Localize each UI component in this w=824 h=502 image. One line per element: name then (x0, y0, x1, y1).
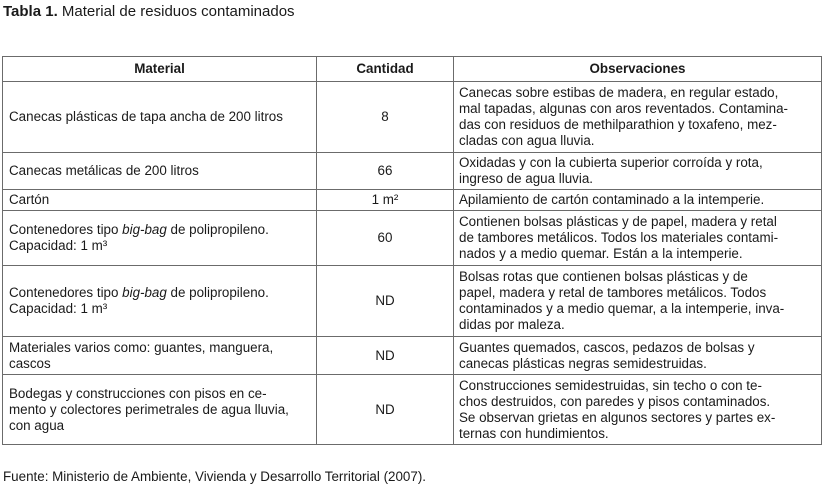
cantidad-cell: ND (317, 266, 454, 337)
obs-line: ternas con hundimientos. (459, 425, 609, 441)
table-row (3, 375, 822, 445)
material-line: Canecas metálicas de 200 litros (9, 163, 199, 178)
cantidad-cell: 8 (317, 82, 454, 153)
obs-line: das con residuos de methilparathion y toxafeno, mez- (459, 117, 777, 132)
observaciones-cell (454, 82, 822, 153)
material-cell (3, 375, 317, 445)
obs-line: Bolsas rotas que contienen bolsas plásticas y de (459, 269, 748, 284)
material-cell (3, 211, 317, 266)
obs-line: contaminados y a medio quemar, a la intemperie, inva- (459, 301, 785, 316)
obs-line: didas por maleza. (459, 317, 565, 332)
material-line: con agua (9, 417, 65, 433)
observaciones-cell (454, 153, 822, 190)
obs-line: ingreso de agua lluvia. (459, 171, 593, 186)
header-material: Material (3, 57, 317, 82)
source-note: Fuente: Ministerio de Ambiente, Vivienda y Desarrollo Territorial (2007). (3, 469, 426, 484)
header-observaciones: Observaciones (454, 57, 822, 82)
material-line: Canecas plásticas de tapa ancha de 200 litros (9, 109, 283, 124)
cantidad-cell: ND (317, 375, 454, 445)
material-line: mento y colectores perimetrales de agua lluvia, (9, 401, 289, 417)
material-line: Materiales varios como: guantes, manguera, (9, 339, 274, 355)
table-row (3, 337, 822, 375)
cantidad-cell: 60 (317, 211, 454, 266)
material-text: de polipropileno. (166, 222, 269, 237)
material-line: Cartón (9, 192, 50, 207)
obs-line: nados y a medio quemar. Están a la intemperie. (459, 246, 743, 261)
table-header-row (3, 57, 822, 82)
table-caption (3, 3, 295, 20)
obs-line: chos destruidos, con paredes y pisos contaminados. (459, 393, 771, 409)
observaciones-cell (454, 375, 822, 445)
material-cell (3, 337, 317, 375)
table-title: Material de residuos contaminados (57, 3, 295, 20)
material-line (9, 222, 310, 238)
observaciones-cell (454, 266, 822, 337)
residue-table (2, 56, 822, 445)
material-line: Capacidad: 1 m³ (9, 238, 108, 253)
table-row (3, 190, 822, 211)
obs-line: Oxidadas y con la cubierta superior corroída y rota, (459, 155, 763, 170)
obs-line: mal tapadas, algunas con aros reventados. Contamina- (459, 101, 789, 116)
material-term: big-bag (122, 222, 167, 237)
obs-line: de tambores metálicos. Todos los materiales contami- (459, 230, 779, 245)
cantidad-cell: ND (317, 337, 454, 375)
material-line: Bodegas y construcciones con pisos en ce- (9, 385, 267, 401)
material-text: Contenedores tipo (9, 285, 123, 300)
material-cell (3, 190, 317, 211)
observaciones-cell (454, 211, 822, 266)
observaciones-cell (454, 190, 822, 211)
table-row (3, 266, 822, 337)
obs-line: cladas con agua lluvia. (459, 133, 595, 148)
material-line: Capacidad: 1 m³ (9, 301, 108, 316)
material-text: de polipropileno. (166, 285, 269, 300)
material-line: cascos (9, 355, 51, 371)
table-row (3, 153, 822, 190)
header-cantidad: Cantidad (317, 57, 454, 82)
obs-line: Apilamiento de cartón contaminado a la intemperie. (459, 192, 765, 207)
observaciones-cell (454, 337, 822, 375)
material-cell (3, 82, 317, 153)
obs-line: canecas plásticas negras semidestruidas. (459, 355, 707, 371)
obs-line: Contienen bolsas plásticas y de papel, madera y retal (459, 214, 777, 229)
material-line (9, 285, 310, 301)
cantidad-cell: 66 (317, 153, 454, 190)
material-cell (3, 266, 317, 337)
cantidad-cell: 1 m² (317, 190, 454, 211)
material-term: big-bag (122, 285, 167, 300)
obs-line: Guantes quemados, cascos, pedazos de bolsas y (459, 339, 755, 355)
obs-line: Se observan grietas en algunos sectores y partes ex- (459, 409, 776, 425)
material-text: Contenedores tipo (9, 222, 123, 237)
obs-line: Canecas sobre estibas de madera, en regular estado, (459, 85, 779, 100)
obs-line: papel, madera y retal de tambores metálicos. Todos (459, 285, 767, 300)
table-row (3, 82, 822, 153)
table-number: Tabla 1. (3, 3, 58, 20)
material-cell (3, 153, 317, 190)
table-row (3, 211, 822, 266)
obs-line: Construcciones semidestruidas, sin techo o con te- (459, 377, 762, 393)
